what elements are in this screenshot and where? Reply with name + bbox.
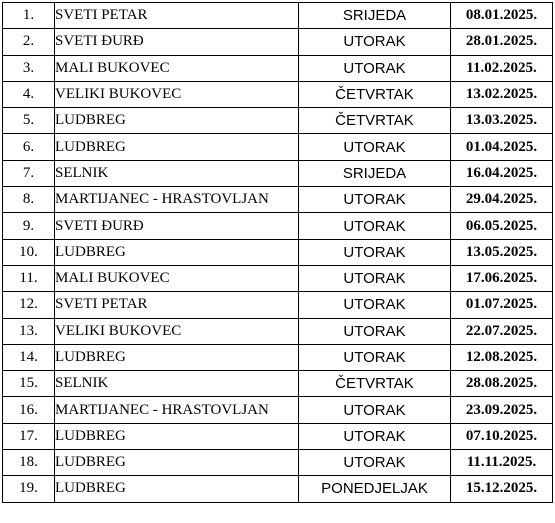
weekday-cell: UTORAK bbox=[299, 450, 451, 476]
table-row bbox=[3, 371, 553, 397]
table-row bbox=[3, 160, 553, 186]
date-cell: 01.07.2025. bbox=[451, 292, 553, 318]
location-cell: LUDBREG bbox=[55, 344, 299, 370]
date-cell: 28.01.2025. bbox=[451, 29, 553, 55]
row-number: 1. bbox=[3, 3, 55, 29]
row-number: 8. bbox=[3, 187, 55, 213]
table-row bbox=[3, 108, 553, 134]
table-row bbox=[3, 134, 553, 160]
location-cell: SVETI ĐURĐ bbox=[55, 213, 299, 239]
weekday-cell: UTORAK bbox=[299, 239, 451, 265]
table-row bbox=[3, 344, 553, 370]
location-cell: SELNIK bbox=[55, 160, 299, 186]
weekday-cell: UTORAK bbox=[299, 318, 451, 344]
schedule-table-body bbox=[3, 3, 553, 503]
row-number: 7. bbox=[3, 160, 55, 186]
weekday-cell: ČETVRTAK bbox=[299, 81, 451, 107]
location-cell: SELNIK bbox=[55, 371, 299, 397]
row-number: 19. bbox=[3, 476, 55, 502]
location-cell: MALI BUKOVEC bbox=[55, 265, 299, 291]
location-cell: MALI BUKOVEC bbox=[55, 55, 299, 81]
table-row bbox=[3, 213, 553, 239]
table-row bbox=[3, 81, 553, 107]
row-number: 16. bbox=[3, 397, 55, 423]
date-cell: 17.06.2025. bbox=[451, 265, 553, 291]
table-row bbox=[3, 187, 553, 213]
location-cell: SVETI PETAR bbox=[55, 3, 299, 29]
row-number: 6. bbox=[3, 134, 55, 160]
weekday-cell: PONEDJELJAK bbox=[299, 476, 451, 502]
row-number: 3. bbox=[3, 55, 55, 81]
table-row bbox=[3, 476, 553, 502]
table-row bbox=[3, 423, 553, 449]
weekday-cell: UTORAK bbox=[299, 213, 451, 239]
table-row bbox=[3, 265, 553, 291]
row-number: 4. bbox=[3, 81, 55, 107]
date-cell: 13.03.2025. bbox=[451, 108, 553, 134]
weekday-cell: SRIJEDA bbox=[299, 160, 451, 186]
weekday-cell: UTORAK bbox=[299, 292, 451, 318]
table-row bbox=[3, 292, 553, 318]
location-cell: LUDBREG bbox=[55, 134, 299, 160]
table-row bbox=[3, 397, 553, 423]
location-cell: LUDBREG bbox=[55, 450, 299, 476]
location-cell: VELIKI BUKOVEC bbox=[55, 81, 299, 107]
weekday-cell: UTORAK bbox=[299, 29, 451, 55]
date-cell: 01.04.2025. bbox=[451, 134, 553, 160]
location-cell: MARTIJANEC - HRASTOVLJAN bbox=[55, 187, 299, 213]
row-number: 9. bbox=[3, 213, 55, 239]
row-number: 13. bbox=[3, 318, 55, 344]
row-number: 12. bbox=[3, 292, 55, 318]
table-row bbox=[3, 318, 553, 344]
location-cell: LUDBREG bbox=[55, 108, 299, 134]
row-number: 15. bbox=[3, 371, 55, 397]
date-cell: 11.11.2025. bbox=[451, 450, 553, 476]
table-row bbox=[3, 29, 553, 55]
row-number: 18. bbox=[3, 450, 55, 476]
row-number: 17. bbox=[3, 423, 55, 449]
table-row bbox=[3, 3, 553, 29]
date-cell: 28.08.2025. bbox=[451, 371, 553, 397]
weekday-cell: UTORAK bbox=[299, 344, 451, 370]
location-cell: LUDBREG bbox=[55, 239, 299, 265]
row-number: 10. bbox=[3, 239, 55, 265]
weekday-cell: UTORAK bbox=[299, 187, 451, 213]
row-number: 14. bbox=[3, 344, 55, 370]
date-cell: 13.02.2025. bbox=[451, 81, 553, 107]
table-row bbox=[3, 239, 553, 265]
location-cell: MARTIJANEC - HRASTOVLJAN bbox=[55, 397, 299, 423]
location-cell: VELIKI BUKOVEC bbox=[55, 318, 299, 344]
weekday-cell: UTORAK bbox=[299, 55, 451, 81]
date-cell: 15.12.2025. bbox=[451, 476, 553, 502]
date-cell: 22.07.2025. bbox=[451, 318, 553, 344]
table-row bbox=[3, 55, 553, 81]
date-cell: 06.05.2025. bbox=[451, 213, 553, 239]
location-cell: SVETI ĐURĐ bbox=[55, 29, 299, 55]
location-cell: SVETI PETAR bbox=[55, 292, 299, 318]
weekday-cell: UTORAK bbox=[299, 134, 451, 160]
table-row bbox=[3, 450, 553, 476]
weekday-cell: UTORAK bbox=[299, 265, 451, 291]
date-cell: 08.01.2025. bbox=[451, 3, 553, 29]
date-cell: 16.04.2025. bbox=[451, 160, 553, 186]
row-number: 11. bbox=[3, 265, 55, 291]
date-cell: 12.08.2025. bbox=[451, 344, 553, 370]
row-number: 2. bbox=[3, 29, 55, 55]
location-cell: LUDBREG bbox=[55, 423, 299, 449]
weekday-cell: UTORAK bbox=[299, 397, 451, 423]
date-cell: 23.09.2025. bbox=[451, 397, 553, 423]
location-cell: LUDBREG bbox=[55, 476, 299, 502]
date-cell: 07.10.2025. bbox=[451, 423, 553, 449]
schedule-table bbox=[2, 2, 553, 503]
row-number: 5. bbox=[3, 108, 55, 134]
weekday-cell: UTORAK bbox=[299, 423, 451, 449]
weekday-cell: SRIJEDA bbox=[299, 3, 451, 29]
date-cell: 29.04.2025. bbox=[451, 187, 553, 213]
weekday-cell: ČETVRTAK bbox=[299, 371, 451, 397]
date-cell: 11.02.2025. bbox=[451, 55, 553, 81]
weekday-cell: ČETVRTAK bbox=[299, 108, 451, 134]
date-cell: 13.05.2025. bbox=[451, 239, 553, 265]
